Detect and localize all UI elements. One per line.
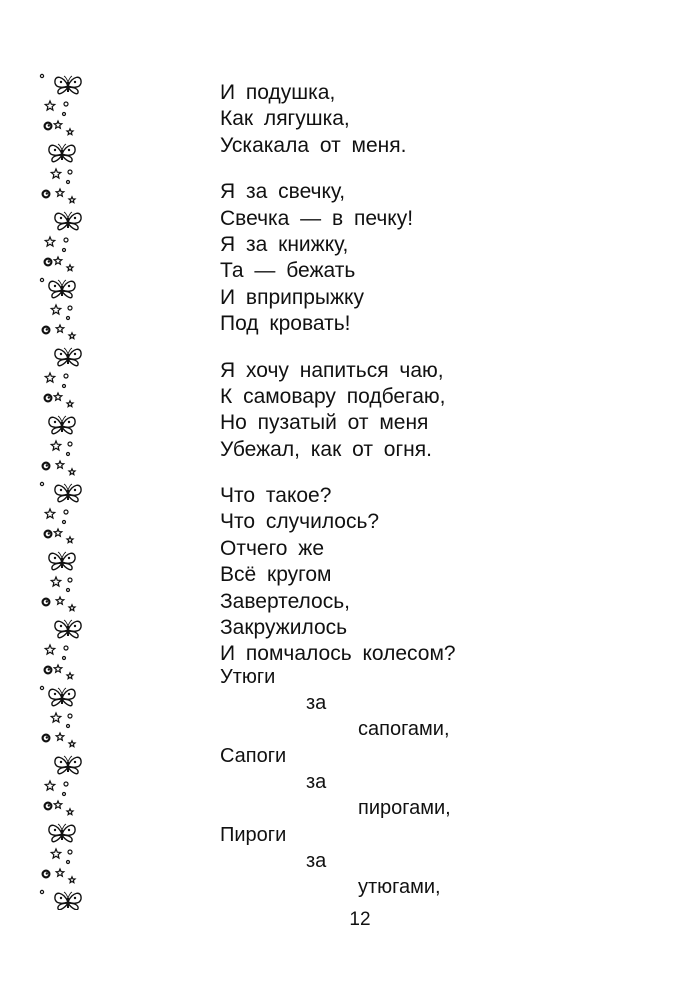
star-icon	[51, 305, 61, 314]
dot-icon	[40, 686, 43, 689]
dot-icon	[63, 249, 66, 252]
poem-body	[220, 80, 660, 688]
decorative-border	[36, 70, 92, 910]
butterfly-icon	[55, 892, 81, 910]
dot-icon	[68, 714, 72, 718]
dot-icon	[68, 442, 72, 446]
star-icon	[67, 129, 73, 135]
dot-icon	[68, 578, 72, 582]
spiral-icon	[43, 735, 50, 742]
dot-icon	[68, 850, 72, 854]
butterfly-icon	[55, 484, 81, 502]
poem-line: Отчего же	[220, 536, 325, 560]
butterfly-icon	[49, 824, 75, 842]
butterfly-icon	[49, 144, 75, 162]
star-icon	[45, 373, 55, 382]
dot-icon	[40, 890, 43, 893]
poem-line: И вприпрыжку	[220, 285, 364, 309]
staircase-line: Сапоги	[220, 745, 287, 767]
spiral-icon	[43, 191, 50, 198]
dot-icon	[40, 74, 43, 77]
star-icon	[51, 577, 61, 586]
stanza	[220, 80, 660, 159]
star-icon	[56, 597, 64, 604]
butterfly-icon	[49, 552, 75, 570]
butterfly-icon	[55, 756, 81, 774]
poem-line: Закружилось	[220, 616, 348, 640]
butterfly-icon	[55, 348, 81, 366]
dot-icon	[63, 657, 66, 660]
star-icon	[54, 257, 62, 264]
ornament-strip	[36, 70, 92, 910]
star-icon	[54, 665, 62, 672]
star-icon	[69, 333, 75, 339]
star-icon	[67, 673, 73, 679]
staircase-line: сапогами,	[358, 718, 450, 740]
poem-line: Что такое?	[220, 484, 332, 508]
dot-icon	[64, 102, 68, 106]
star-icon	[51, 849, 61, 858]
star-icon	[56, 189, 64, 196]
poem-line: Под кровать!	[220, 312, 351, 336]
star-icon	[51, 441, 61, 450]
dot-icon	[64, 782, 68, 786]
dot-icon	[67, 861, 70, 864]
staircase-line: Утюги	[220, 666, 276, 688]
poem-line: И подушка,	[220, 81, 336, 104]
staircase-line: за	[306, 850, 327, 872]
poem-line: Ускакала от меня.	[220, 133, 407, 157]
dot-icon	[40, 482, 43, 485]
star-icon	[51, 169, 61, 178]
star-icon	[45, 237, 55, 246]
star-icon	[45, 781, 55, 790]
butterfly-icon	[49, 688, 75, 706]
dot-icon	[68, 306, 72, 310]
dot-icon	[67, 181, 70, 184]
butterfly-icon	[55, 76, 81, 94]
butterfly-icon	[49, 416, 75, 434]
star-icon	[67, 265, 73, 271]
butterfly-icon	[55, 620, 81, 638]
dot-icon	[64, 374, 68, 378]
poem-line: Я за свечку,	[220, 180, 346, 204]
star-icon	[69, 605, 75, 611]
star-icon	[54, 529, 62, 536]
spiral-icon	[45, 395, 52, 402]
butterfly-icon	[55, 212, 81, 230]
poem-line: Что случилось?	[220, 510, 380, 534]
dot-icon	[67, 453, 70, 456]
poem-line: Свечка — в печку!	[220, 206, 414, 230]
dot-icon	[67, 725, 70, 728]
poem-line: Как лягушка,	[220, 107, 350, 131]
spiral-icon	[43, 599, 50, 606]
dot-icon	[67, 317, 70, 320]
poem-line: Убежал, как от огня.	[220, 437, 432, 461]
star-icon	[54, 121, 62, 128]
poem-line: Но пузатый от меня	[220, 411, 429, 435]
star-icon	[51, 713, 61, 722]
dot-icon	[63, 521, 66, 524]
poem-line: И помчалось колесом?	[220, 642, 456, 666]
star-icon	[56, 733, 64, 740]
dot-icon	[68, 170, 72, 174]
spiral-icon	[45, 531, 52, 538]
dot-icon	[64, 510, 68, 514]
star-icon	[45, 509, 55, 518]
stanza	[220, 179, 660, 337]
poem-line: Завертелось,	[220, 589, 350, 613]
staircase-line: Пироги	[220, 824, 287, 846]
dot-icon	[63, 793, 66, 796]
spiral-icon	[43, 327, 50, 334]
star-icon	[67, 537, 73, 543]
star-icon	[67, 401, 73, 407]
spiral-icon	[45, 667, 52, 674]
star-icon	[54, 801, 62, 808]
star-icon	[56, 869, 64, 876]
star-icon	[45, 101, 55, 110]
star-icon	[69, 197, 75, 203]
spiral-icon	[45, 803, 52, 810]
dot-icon	[64, 238, 68, 242]
poem-line: Всё кругом	[220, 563, 332, 587]
poem-line: К самовару подбегаю,	[220, 384, 446, 408]
dot-icon	[63, 385, 66, 388]
staircase-line: за	[306, 771, 327, 793]
dot-icon	[64, 646, 68, 650]
star-icon	[69, 741, 75, 747]
dot-icon	[63, 113, 66, 116]
poem-line: Я за книжку,	[220, 232, 349, 256]
staircase-line: за	[306, 692, 327, 714]
poem-line: Я хочу напиться чаю,	[220, 358, 444, 382]
page-number: 12	[349, 909, 371, 930]
staircase-line: пирогами,	[358, 797, 451, 819]
poem-line: Та — бежать	[220, 259, 356, 283]
spiral-icon	[45, 123, 52, 130]
dot-icon	[67, 589, 70, 592]
star-icon	[69, 877, 75, 883]
stanza	[220, 358, 660, 464]
dot-icon	[40, 278, 43, 281]
star-icon	[45, 645, 55, 654]
spiral-icon	[45, 259, 52, 266]
star-icon	[56, 461, 64, 468]
star-icon	[67, 809, 73, 815]
stanza	[220, 483, 660, 668]
star-icon	[69, 469, 75, 475]
star-icon	[54, 393, 62, 400]
spiral-icon	[43, 871, 50, 878]
spiral-icon	[43, 463, 50, 470]
butterfly-icon	[49, 280, 75, 298]
staircase-line: утюгами,	[358, 876, 441, 898]
star-icon	[56, 325, 64, 332]
